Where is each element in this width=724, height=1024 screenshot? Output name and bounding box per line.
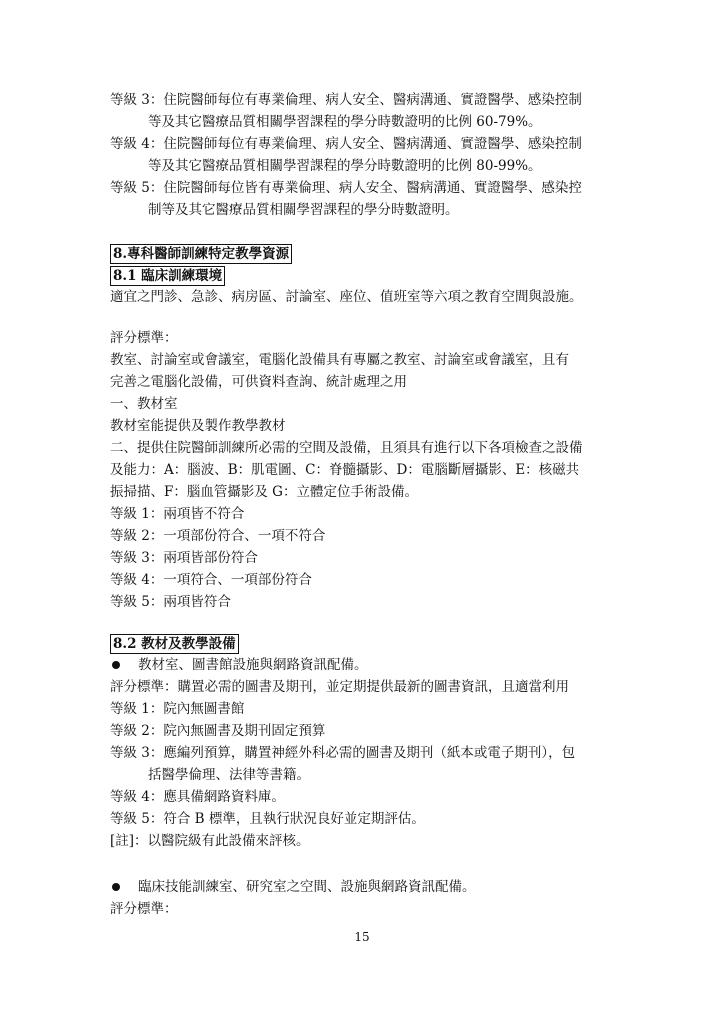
- criteria-label: 評分標準：: [110, 330, 178, 346]
- level-item: 等級 1：院內無圖書館: [110, 701, 245, 717]
- level-item: 等級 2：一項部份符合、一項不符合: [110, 528, 326, 544]
- section-8-2-heading: 8.2 教材及教學設備: [110, 634, 239, 654]
- bullet-icon: [112, 661, 120, 669]
- section-8-1-intro: 適宜之門診、急診、病房區、討論室、座位、值班室等六項之教育空間與設施。: [110, 289, 583, 305]
- criteria-line: 及能力：A：腦波、B：肌電圖、C：脊髓攝影、D：電腦斷層攝影、E：核磁共: [110, 462, 580, 478]
- level-item: 等級 3：兩項皆部份符合: [110, 550, 258, 566]
- level-5-line-1: 等級 5：住院醫師每位皆有專業倫理、病人安全、醫病溝通、實證醫學、感染控: [110, 180, 582, 196]
- criteria-text: 評分標準：購置必需的圖書及期刊，並定期提供最新的圖書資訊，且適當利用: [110, 679, 569, 695]
- criteria-line: 一、教材室: [110, 396, 178, 412]
- criteria-line: 教室、討論室或會議室，電腦化設備具有專屬之教室、討論室或會議室，且有: [110, 352, 569, 368]
- level-item: 等級 3：應編列預算，購置神經外科必需的圖書及期刊（紙本或電子期刊），包: [110, 745, 576, 761]
- criteria-line: 完善之電腦化設備，可供資料查詢、統計處理之用: [110, 374, 407, 390]
- section-8-heading: 8.專科醫師訓練特定教學資源: [110, 244, 292, 264]
- bullet-icon: [112, 883, 120, 891]
- level-item: 等級 4：應具備網路資料庫。: [110, 789, 285, 805]
- note-text: [註]：以醫院級有此設備來評核。: [110, 833, 310, 849]
- criteria-label: 評分標準：: [110, 901, 178, 917]
- level-3-line-1: 等級 3：住院醫師每位有專業倫理、病人安全、醫病溝通、實證醫學、感染控制: [110, 92, 582, 108]
- page-number: 15: [354, 930, 370, 944]
- level-item-continued: 括醫學倫理、法律等書籍。: [148, 767, 310, 783]
- criteria-line: 二、提供住院醫師訓練所必需的空間及設備，且須具有進行以下各項檢查之設備: [110, 440, 583, 456]
- level-item: 等級 2：院內無圖書及期刊固定預算: [110, 723, 326, 739]
- level-item: 等級 5：兩項皆符合: [110, 594, 231, 610]
- level-item: 等級 4：一項符合、一項部份符合: [110, 572, 312, 588]
- bullet-item: 教材室、圖書館設施與網路資訊配備。: [138, 657, 368, 673]
- level-4-line-2: 等及其它醫療品質相關學習課程的學分時數證明的比例 80-99%。: [148, 158, 542, 174]
- bullet-item: 臨床技能訓練室、研究室之空間、設施與網路資訊配備。: [138, 879, 476, 895]
- level-item: 等級 1：兩項皆不符合: [110, 506, 245, 522]
- level-5-line-2: 制等及其它醫療品質相關學習課程的學分時數證明。: [148, 202, 459, 218]
- level-item: 等級 5：符合 B 標準，且執行狀況良好並定期評估。: [110, 811, 425, 827]
- criteria-line: 教材室能提供及製作教學教材: [110, 418, 286, 434]
- criteria-line: 振掃描、F：腦血管攝影及 G：立體定位手術設備。: [110, 484, 418, 500]
- level-4-line-1: 等級 4：住院醫師每位有專業倫理、病人安全、醫病溝通、實證醫學、感染控制: [110, 136, 582, 152]
- section-8-1-heading: 8.1 臨床訓練環境: [110, 266, 225, 286]
- level-3-line-2: 等及其它醫療品質相關學習課程的學分時數證明的比例 60-79%。: [148, 114, 542, 130]
